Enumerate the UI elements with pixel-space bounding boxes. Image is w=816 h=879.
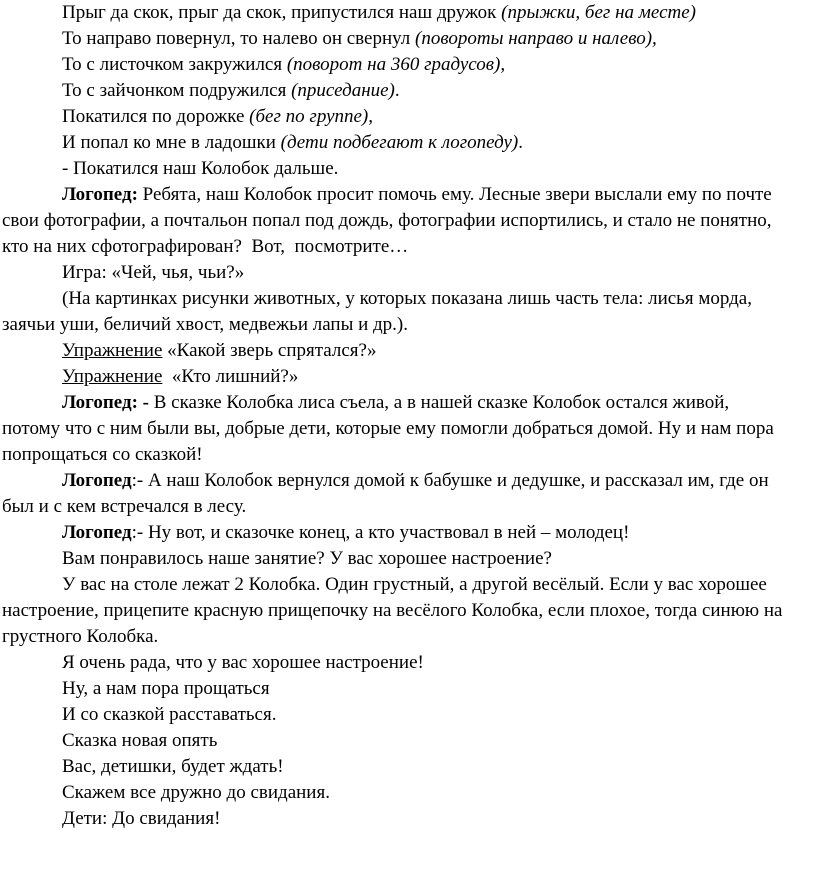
speaker-label: Логопед	[62, 522, 132, 543]
stage-direction: (бег по группе),	[249, 106, 374, 127]
text-run: И попал ко мне в ладошки	[62, 132, 281, 153]
text-run: попрощаться со сказкой!	[2, 444, 203, 465]
stage-direction: (приседание)	[291, 80, 395, 101]
stage-direction: (прыжки, бег на месте)	[501, 2, 696, 23]
text-line	[2, 208, 772, 234]
text-run: .	[394, 80, 400, 101]
text-line	[62, 390, 729, 416]
text-line	[62, 26, 657, 52]
text-line	[62, 104, 373, 130]
text-line	[2, 494, 246, 520]
text-line	[62, 130, 523, 156]
text-line	[62, 754, 284, 780]
text-run: кто на них сфотографирован? Вот, посмотрите…	[2, 236, 409, 257]
text-line	[62, 156, 338, 182]
text-line	[62, 0, 696, 26]
text-run: Покатился по дорожке	[62, 106, 250, 127]
text-line	[62, 728, 217, 754]
exercise-label: Упражнение	[62, 340, 163, 361]
speaker-label: Логопед:	[62, 184, 138, 205]
text-run: То с листочком закружился	[62, 54, 287, 75]
text-run: «Кто лишний?»	[162, 366, 299, 387]
text-line	[62, 546, 552, 572]
text-run: Вас, детишки, будет ждать!	[62, 756, 284, 777]
text-line	[62, 520, 629, 546]
text-run: настроение, прицепите красную прищепочку на весёлого Колобка, если плохое, тогда синюю на	[2, 600, 783, 621]
text-line	[62, 780, 330, 806]
text-line	[62, 338, 376, 364]
text-run: :- А наш Колобок вернулся домой к бабушке и дедушке, и рассказал им, где он	[131, 470, 769, 491]
text-line	[62, 260, 244, 286]
text-line	[2, 598, 782, 624]
text-line	[2, 234, 408, 260]
text-run: (На картинках рисунки животных, у которых показана лишь часть тела: лисья морда,	[62, 288, 752, 309]
text-run: «Какой зверь спрятался?»	[162, 340, 377, 361]
text-line	[62, 364, 298, 390]
text-run: - Покатился наш Колобок дальше.	[62, 158, 339, 179]
exercise-label: Упражнение	[62, 366, 163, 387]
text-line	[62, 806, 220, 832]
text-run: У вас на столе лежат 2 Колобка. Один грустный, а другой весёлый. Если у вас хорошее	[62, 574, 767, 595]
speaker-label: Логопед	[62, 470, 132, 491]
text-run: Прыг да скок, прыг да скок, припустился наш дружок	[62, 2, 502, 23]
text-run: был и с кем встречался в лесу.	[2, 496, 247, 517]
text-line	[62, 78, 400, 104]
text-run: Ну, а нам пора прощаться	[62, 678, 270, 699]
text-run: Вам понравилось наше занятие? У вас хорошее настроение?	[62, 548, 552, 569]
text-line	[2, 442, 203, 468]
text-line	[2, 312, 408, 338]
text-run: Дети: До свидания!	[62, 808, 221, 829]
text-run: свои фотографии, а почтальон попал под дождь, фотографии испортились, и стало не понятно,	[2, 210, 772, 231]
text-run: грустного Колобка.	[2, 626, 159, 647]
text-line	[62, 182, 772, 208]
text-line	[62, 468, 769, 494]
speaker-label: Логопед: -	[62, 392, 149, 413]
text-run: :- Ну вот, и сказочке конец, а кто участвовал в ней – молодец!	[131, 522, 630, 543]
text-run: заячьи уши, беличий хвост, медвежьи лапы и др.).	[2, 314, 409, 335]
text-run: .	[518, 132, 523, 153]
text-run: В сказке Колобка лиса съела, а в нашей сказке Колобок остался живой,	[148, 392, 730, 413]
text-run: То направо повернул, то налево он свернул	[62, 28, 416, 49]
text-line	[62, 702, 276, 728]
stage-direction: (поворот на 360 градусов),	[286, 54, 506, 75]
stage-direction: (повороты направо и налево),	[415, 28, 657, 49]
text-line	[2, 416, 774, 442]
text-line	[62, 650, 424, 676]
text-line	[62, 572, 767, 598]
text-run: Скажем все дружно до свидания.	[62, 782, 330, 803]
stage-direction: (дети подбегают к логопеду)	[280, 132, 519, 153]
text-run: Я очень рада, что у вас хорошее настроение!	[62, 652, 424, 673]
text-run: Игра: «Чей, чья, чьи?»	[62, 262, 245, 283]
text-line	[62, 676, 270, 702]
text-run: И со сказкой расставаться.	[62, 704, 277, 725]
text-line	[62, 286, 752, 312]
text-run: Ребята, наш Колобок просит помочь ему. Лесные звери выслали ему по почте	[137, 184, 772, 205]
text-run: потому что с ним были вы, добрые дети, которые ему помогли добраться домой. Ну и нам пора	[2, 418, 774, 439]
text-run: То с зайчонком подружился	[62, 80, 292, 101]
text-run: Сказка новая опять	[62, 730, 218, 751]
text-line	[62, 52, 505, 78]
text-line	[2, 624, 158, 650]
